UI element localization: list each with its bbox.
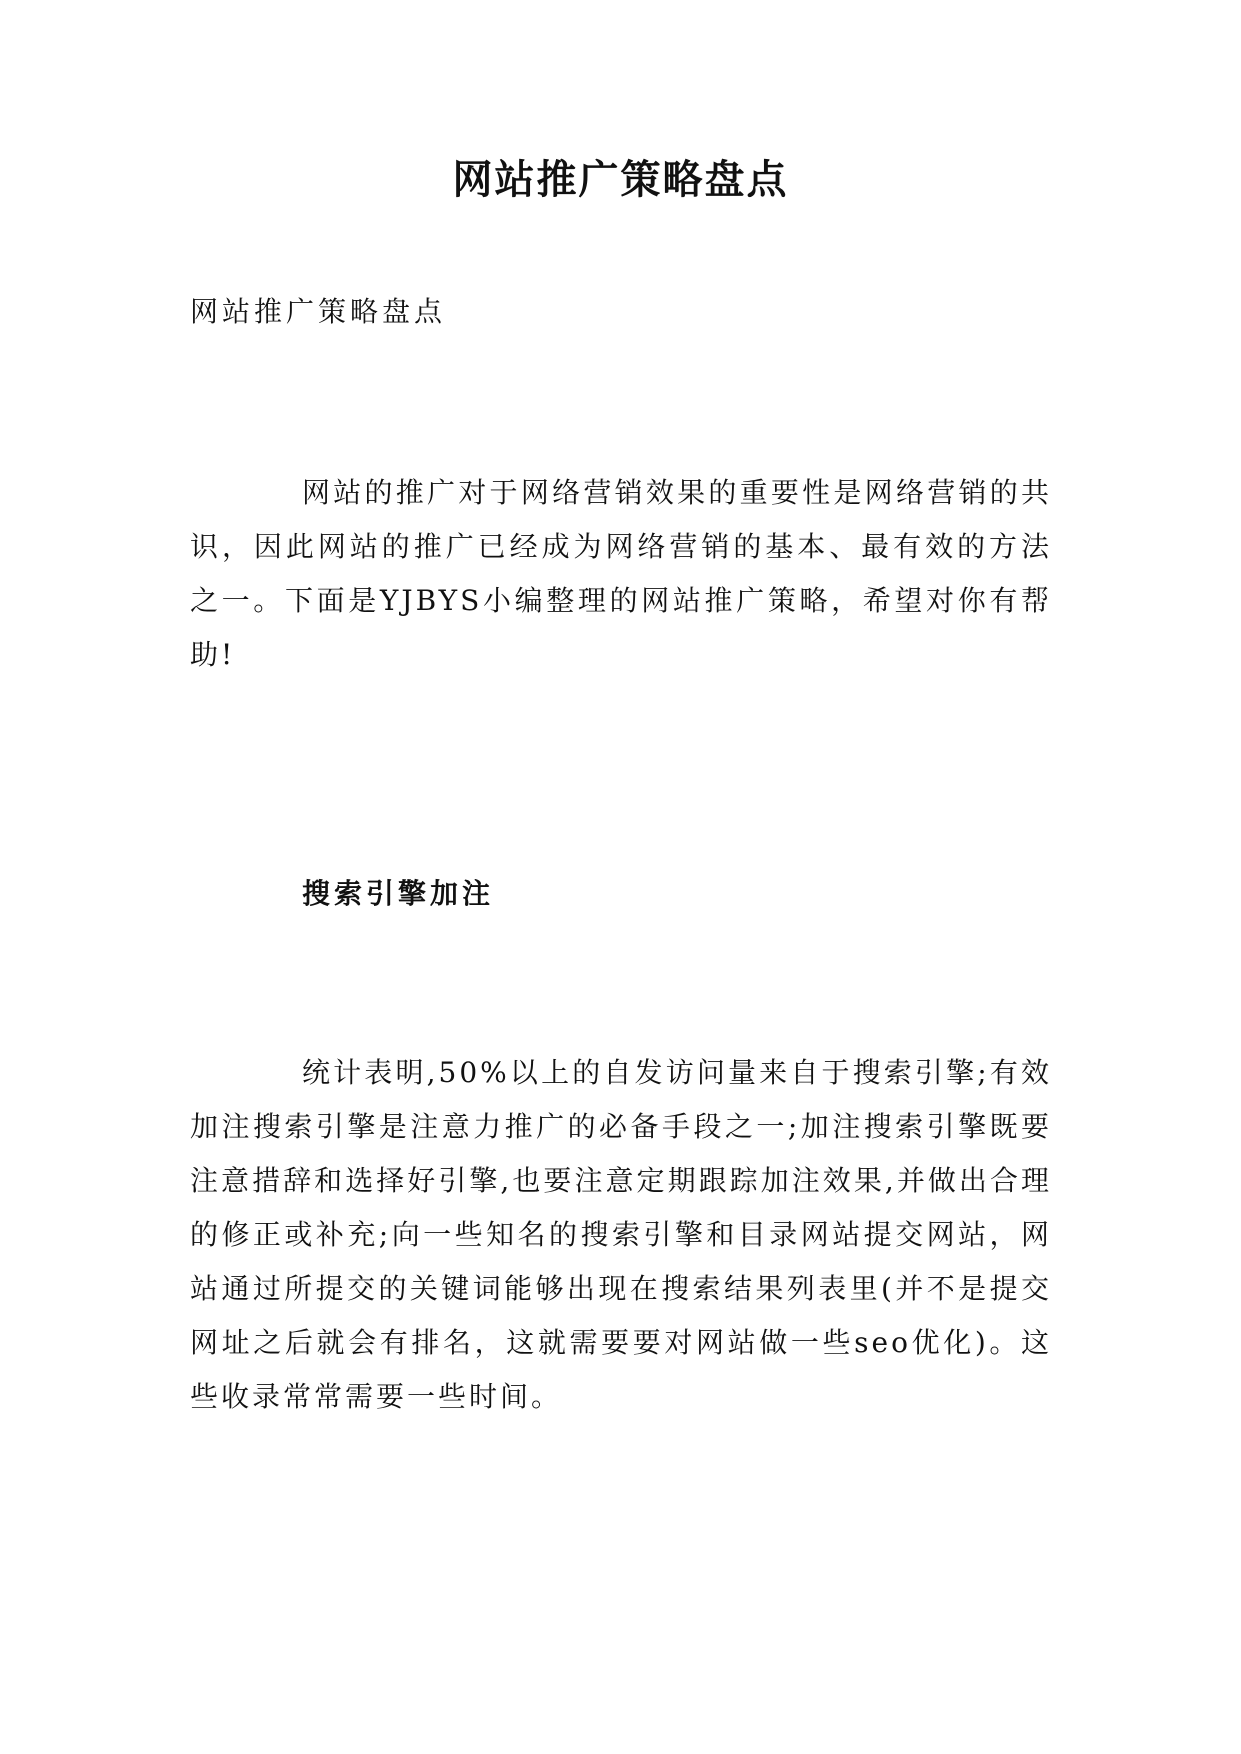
document-subtitle: 网站推广策略盘点: [190, 295, 447, 328]
section-paragraph: 统计表明,50%以上的自发访问量来自于搜索引擎;有效加注搜索引擎是注意力推广的必备手段之一;加注搜索引擎既要注意措辞和选择好引擎,也要注意定期跟踪加注效果,并做出合理的修正或补充;向一些知名的搜索引擎和目录网站提交网站，网站通过所提交的关键词能够出现在搜索结果列表里(并不是提交网址之后就会有排名，这就需要要对网站做一些seo优化)。这些收录常常需要一些时间。: [190, 1056, 1052, 1413]
document-title: 网站推广策略盘点: [452, 156, 789, 203]
intro-paragraph: 网站的推广对于网络营销效果的重要性是网络营销的共识，因此网站的推广已经成为网络营销的基本、最有效的方法之一。下面是YJBYS小编整理的网站推广策略，希望对你有帮助!: [190, 476, 1052, 671]
section-heading: 搜索引擎加注: [302, 877, 495, 910]
